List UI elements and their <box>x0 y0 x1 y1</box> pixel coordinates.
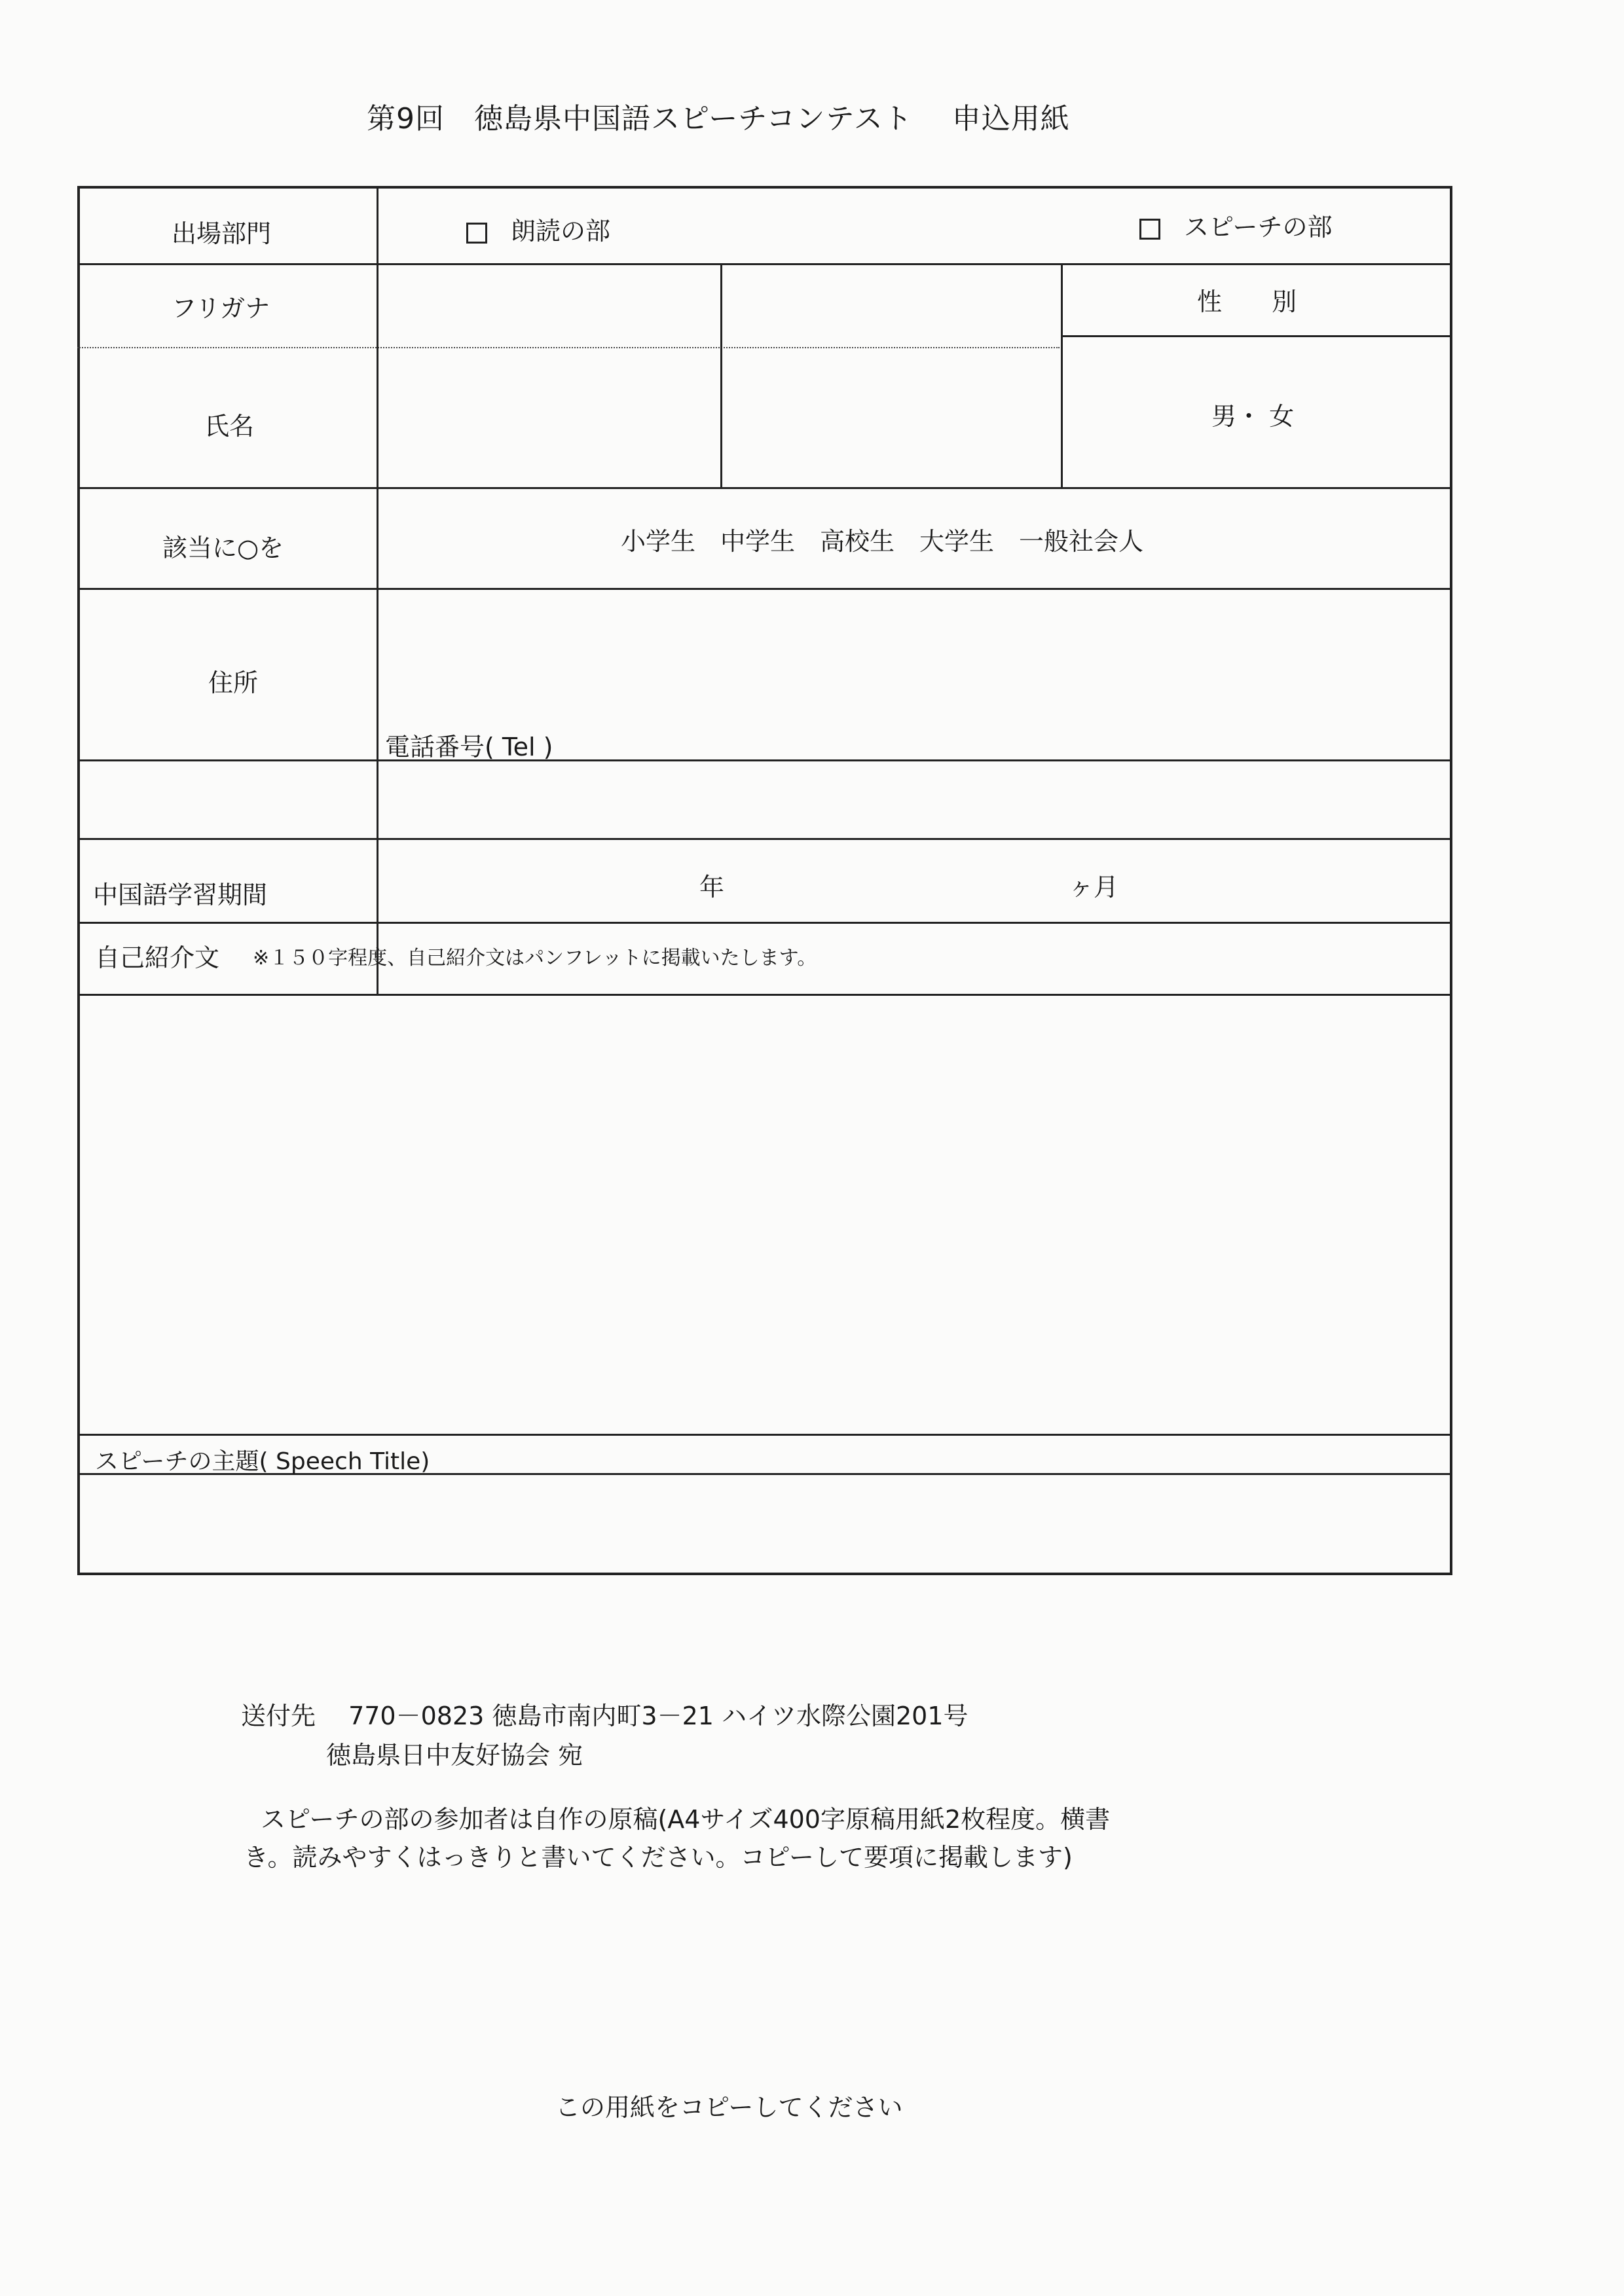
checkbox-reading[interactable] <box>466 223 487 244</box>
row-divider <box>77 922 1452 924</box>
gender-label: 性 別 <box>1197 287 1297 316</box>
gender-divider <box>1061 335 1452 337</box>
row-divider <box>77 1434 1452 1436</box>
speech-note-line1: スピーチの部の参加者は自作の原稿(A4サイズ400字原稿用紙2枚程度。横書 <box>261 1805 1111 1834</box>
furigana-label: フリガナ <box>172 294 270 323</box>
send-to-address: 送付先 770－0823 徳島市南内町3－21 ハイツ水際公園201号 <box>241 1702 969 1730</box>
furigana-surname-field[interactable] <box>378 265 719 346</box>
self-intro-textarea[interactable] <box>79 996 1450 1432</box>
self-intro-label: 自己紹介文 <box>95 943 220 972</box>
category-options[interactable]: 小学生 中学生 高校生 大学生 一般社会人 <box>621 527 1144 556</box>
gender-choice[interactable]: 男・ 女 <box>1211 402 1295 431</box>
option-speech-label: スピーチの部 <box>1184 213 1333 242</box>
addressee: 徳島県日中友好協会 宛 <box>326 1741 583 1770</box>
study-period-label: 中国語学習期間 <box>93 881 268 909</box>
row-divider <box>77 838 1452 840</box>
division-option-reading[interactable] <box>466 211 610 247</box>
surname-field[interactable] <box>378 349 719 486</box>
gender-column-divider <box>1061 263 1063 487</box>
division-option-speech[interactable] <box>1139 207 1332 243</box>
speech-note-line2: き。読みやすくはっきりと書いてください。コピーして要項に掲載します) <box>244 1843 1073 1872</box>
phone-label: 電話番号( Tel ) <box>385 733 553 761</box>
address-label: 住所 <box>208 668 259 697</box>
row-divider <box>77 487 1452 489</box>
checkbox-speech[interactable] <box>1139 219 1160 240</box>
given-name-field[interactable] <box>722 349 1060 486</box>
copy-note: この用紙をコピーしてください <box>555 2093 903 2122</box>
page-title: 第9回 徳島県中国語スピーチコンテスト 申込用紙 <box>367 102 1070 136</box>
study-months-unit: ヶ月 <box>1069 873 1119 902</box>
name-label: 氏名 <box>204 412 255 441</box>
phone-field[interactable] <box>378 761 1451 837</box>
speech-title-label: スピーチの主題( Speech Title) <box>95 1448 430 1475</box>
category-label: 該当に○を <box>162 534 284 562</box>
self-intro-note: ※１５０字程度、自己紹介文はパンフレットに掲載いたします。 <box>253 947 817 970</box>
furigana-dotted-divider <box>77 347 1060 348</box>
study-years-unit: 年 <box>699 873 725 902</box>
address-field[interactable] <box>378 590 1451 721</box>
division-label: 出場部門 <box>172 219 272 248</box>
furigana-given-name-field[interactable] <box>722 265 1060 346</box>
option-reading-label: 朗読の部 <box>511 217 611 246</box>
speech-title-field[interactable] <box>79 1475 1450 1573</box>
